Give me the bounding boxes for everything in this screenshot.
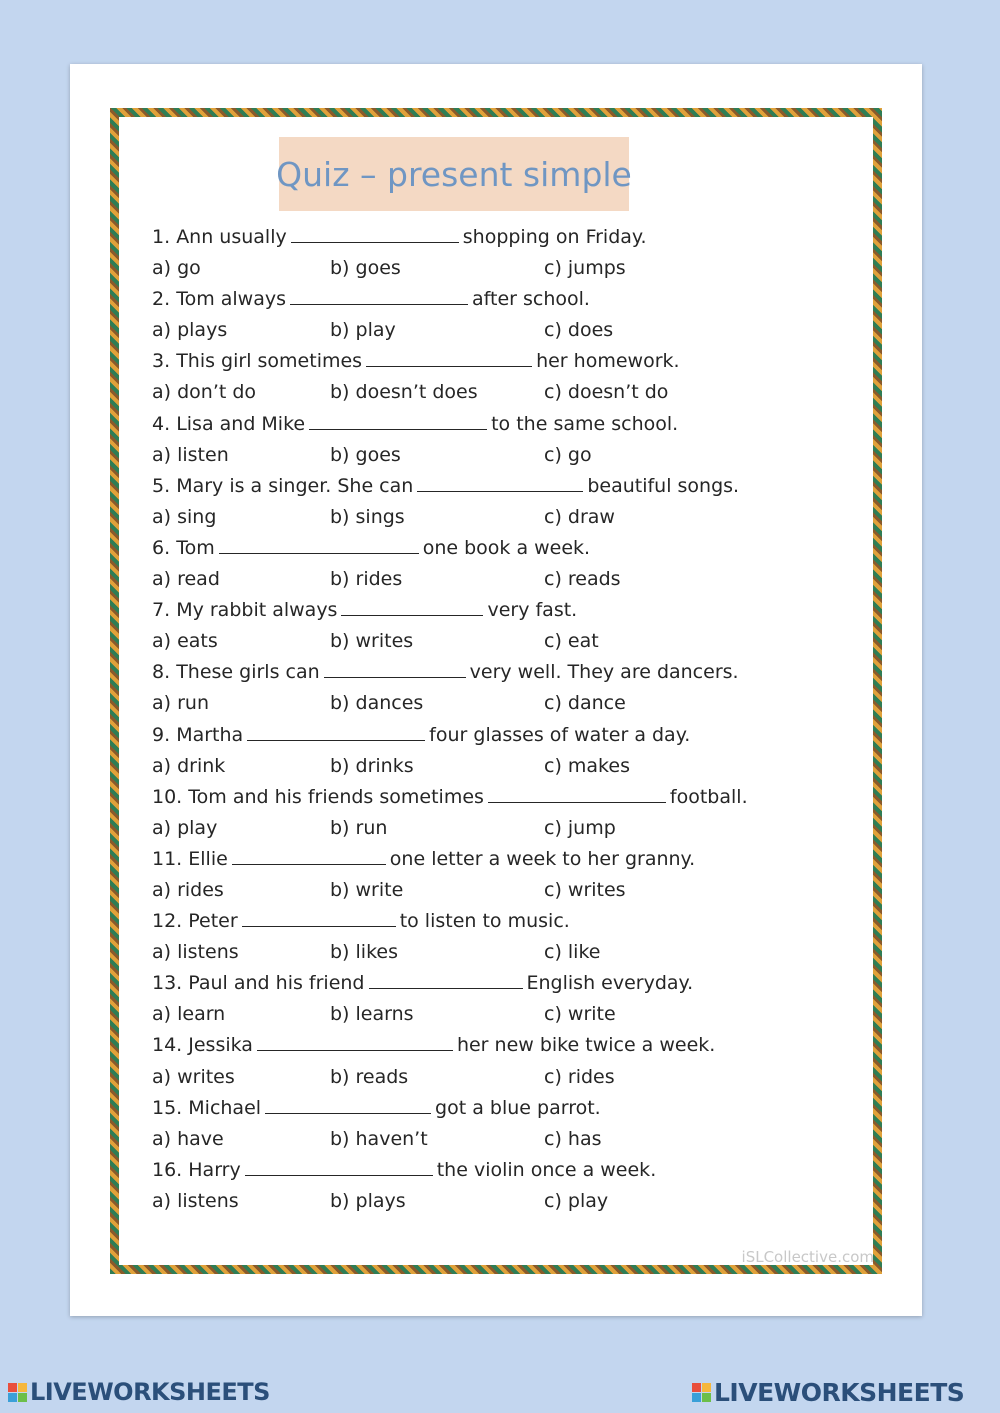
- answer-blank[interactable]: [366, 346, 532, 367]
- option-c[interactable]: c) makes: [544, 754, 630, 777]
- option-c[interactable]: c) writes: [544, 878, 626, 901]
- question-number: 2.: [152, 288, 171, 311]
- options-row: [152, 440, 852, 471]
- question-text-after: very well. They are dancers.: [469, 661, 739, 684]
- question-number: 15.: [152, 1096, 183, 1119]
- worksheet-page: [70, 64, 922, 1316]
- question-text-after: one letter a week to her granny.: [389, 847, 696, 870]
- option-a[interactable]: a) sing: [152, 505, 217, 528]
- option-a[interactable]: a) eats: [152, 630, 218, 653]
- question-text-after: football.: [669, 785, 748, 808]
- answer-blank[interactable]: [417, 471, 583, 492]
- question-text-before: My rabbit always: [176, 599, 338, 622]
- option-a[interactable]: a) play: [152, 816, 218, 839]
- option-a[interactable]: a) writes: [152, 1065, 235, 1088]
- question-number: 12.: [152, 910, 183, 933]
- answer-blank[interactable]: [309, 409, 487, 430]
- question-item: [152, 533, 852, 564]
- question-text-before: Lisa and Mike: [176, 412, 306, 435]
- watermark: iSLCollective.com: [741, 1248, 874, 1266]
- question-text-before: Paul and his friend: [188, 972, 365, 995]
- question-text-before: Tom and his friends sometimes: [188, 785, 484, 808]
- options-row: [152, 1186, 852, 1217]
- question-text-after: English everyday.: [526, 972, 694, 995]
- answer-blank[interactable]: [369, 968, 523, 989]
- option-a[interactable]: a) don’t do: [152, 381, 257, 404]
- question-text-before: Peter: [188, 910, 238, 933]
- question-number: 4.: [152, 412, 171, 435]
- option-b[interactable]: b) dances: [330, 692, 424, 715]
- liveworksheets-logo-left[interactable]: [8, 1378, 270, 1406]
- question-number: 10.: [152, 785, 183, 808]
- question-text-before: Michael: [188, 1096, 262, 1119]
- answer-blank[interactable]: [242, 906, 396, 927]
- option-c[interactable]: c) does: [544, 319, 614, 342]
- options-row: [152, 564, 852, 595]
- brand-name: LIVEWORKSHEETS: [30, 1378, 270, 1406]
- answer-blank[interactable]: [324, 657, 466, 678]
- option-a[interactable]: a) rides: [152, 878, 224, 901]
- option-a[interactable]: a) go: [152, 257, 201, 280]
- question-number: 7.: [152, 599, 171, 622]
- question-text-after: her new bike twice a week.: [456, 1034, 716, 1057]
- question-item: [152, 1093, 852, 1124]
- answer-blank[interactable]: [219, 533, 419, 554]
- question-item: [152, 409, 852, 440]
- options-row: [152, 1062, 852, 1093]
- answer-blank[interactable]: [290, 284, 468, 305]
- option-c[interactable]: c) has: [544, 1127, 602, 1150]
- option-b[interactable]: b) drinks: [330, 754, 414, 777]
- option-a[interactable]: a) listen: [152, 443, 229, 466]
- question-text-before: Harry: [188, 1158, 241, 1181]
- question-text-after: four glasses of water a day.: [429, 723, 691, 746]
- answer-blank[interactable]: [245, 1155, 433, 1176]
- option-b[interactable]: b) goes: [330, 443, 401, 466]
- option-a[interactable]: a) run: [152, 692, 209, 715]
- question-text-before: Tom: [176, 536, 215, 559]
- answer-blank[interactable]: [257, 1030, 453, 1051]
- question-item: [152, 346, 852, 377]
- option-a[interactable]: a) learn: [152, 1003, 226, 1026]
- question-text-after: her homework.: [536, 350, 680, 373]
- question-number: 3.: [152, 350, 171, 373]
- option-b[interactable]: b) play: [330, 319, 396, 342]
- option-c[interactable]: c) dance: [544, 692, 626, 715]
- question-item: [152, 844, 852, 875]
- question-item: [152, 222, 852, 253]
- question-text-after: one book a week.: [422, 536, 591, 559]
- options-row: [152, 751, 852, 782]
- question-text-before: This girl sometimes: [176, 350, 363, 373]
- question-text-before: Ellie: [188, 847, 228, 870]
- liveworksheets-logo-right[interactable]: [692, 1378, 964, 1407]
- question-number: 8.: [152, 661, 171, 684]
- option-b[interactable]: b) likes: [330, 941, 398, 964]
- question-number: 6.: [152, 536, 171, 559]
- option-c[interactable]: c) draw: [544, 505, 615, 528]
- option-a[interactable]: a) drink: [152, 754, 226, 777]
- question-text-after: shopping on Friday.: [462, 226, 647, 248]
- question-item: [152, 1030, 852, 1061]
- option-c[interactable]: c) eat: [544, 630, 599, 653]
- question-item: [152, 968, 852, 999]
- page-title: Quiz – present simple: [276, 154, 632, 194]
- option-b[interactable]: b) haven’t: [330, 1127, 428, 1150]
- options-row: [152, 875, 852, 906]
- question-item: [152, 782, 852, 813]
- question-number: 13.: [152, 972, 183, 995]
- question-text-after: the violin once a week.: [436, 1158, 657, 1181]
- option-b[interactable]: b) rides: [330, 568, 403, 591]
- question-number: 11.: [152, 847, 183, 870]
- option-b[interactable]: b) learns: [330, 1003, 414, 1026]
- answer-blank[interactable]: [341, 595, 483, 616]
- question-text-after: beautiful songs.: [587, 474, 740, 497]
- options-row: [152, 813, 852, 844]
- options-row: [152, 502, 852, 533]
- question-text-after: to the same school.: [491, 412, 679, 435]
- option-a[interactable]: a) listens: [152, 1189, 239, 1212]
- answer-blank[interactable]: [232, 844, 386, 865]
- options-row: [152, 688, 852, 719]
- question-item: [152, 1155, 852, 1186]
- question-item: [152, 720, 852, 751]
- option-b[interactable]: b) sings: [330, 505, 405, 528]
- option-c[interactable]: c) jump: [544, 816, 616, 839]
- question-number: 9.: [152, 723, 171, 746]
- logo-icon: [692, 1383, 711, 1402]
- question-text-after: got a blue parrot.: [435, 1096, 601, 1119]
- option-b[interactable]: b) write: [330, 878, 404, 901]
- option-c[interactable]: c) write: [544, 1003, 616, 1026]
- question-number: 1.: [152, 226, 171, 248]
- option-b[interactable]: b) goes: [330, 257, 401, 280]
- question-text-before: These girls can: [176, 661, 320, 684]
- option-a[interactable]: a) plays: [152, 319, 228, 342]
- option-c[interactable]: c) rides: [544, 1065, 615, 1088]
- answer-blank[interactable]: [291, 222, 459, 243]
- option-a[interactable]: a) listens: [152, 941, 239, 964]
- option-c[interactable]: c) doesn’t do: [544, 381, 669, 404]
- question-number: 16.: [152, 1158, 183, 1181]
- options-row: [152, 377, 852, 408]
- question-number: 5.: [152, 474, 171, 497]
- question-list: [152, 222, 852, 1217]
- option-b[interactable]: b) plays: [330, 1189, 406, 1212]
- option-b[interactable]: b) doesn’t does: [330, 381, 478, 404]
- options-row: [152, 626, 852, 657]
- question-text-after: after school.: [472, 288, 590, 311]
- option-b[interactable]: b) reads: [330, 1065, 409, 1088]
- options-row: [152, 999, 852, 1030]
- answer-blank[interactable]: [247, 720, 425, 741]
- question-item: [152, 284, 852, 315]
- options-row: [152, 937, 852, 968]
- option-a[interactable]: a) have: [152, 1127, 224, 1150]
- option-b[interactable]: b) run: [330, 816, 388, 839]
- option-c[interactable]: c) play: [544, 1189, 609, 1212]
- question-text-before: Martha: [176, 723, 244, 746]
- answer-blank[interactable]: [265, 1093, 431, 1114]
- question-item: [152, 657, 852, 688]
- question-text-before: Mary is a singer. She can: [176, 474, 414, 497]
- option-c[interactable]: c) reads: [544, 568, 621, 591]
- question-item: [152, 595, 852, 626]
- question-item: [152, 471, 852, 502]
- question-item: [152, 906, 852, 937]
- question-number: 14.: [152, 1034, 183, 1057]
- logo-icon: [8, 1383, 27, 1402]
- option-c[interactable]: c) like: [544, 941, 601, 964]
- question-text-before: Tom always: [176, 288, 286, 311]
- answer-blank[interactable]: [488, 782, 666, 803]
- question-text-before: Jessika: [188, 1034, 253, 1057]
- question-text-before: Ann usually: [176, 226, 287, 248]
- options-row: [152, 1124, 852, 1155]
- options-row: [152, 315, 852, 346]
- title-banner: [276, 137, 632, 211]
- option-c[interactable]: c) jumps: [544, 257, 626, 280]
- option-c[interactable]: c) go: [544, 443, 592, 466]
- option-b[interactable]: b) writes: [330, 630, 414, 653]
- options-row: [152, 253, 852, 284]
- question-text-after: to listen to music.: [399, 910, 570, 933]
- brand-name: LIVEWORKSHEETS: [714, 1378, 965, 1407]
- option-a[interactable]: a) read: [152, 568, 220, 591]
- question-text-after: very fast.: [487, 599, 578, 622]
